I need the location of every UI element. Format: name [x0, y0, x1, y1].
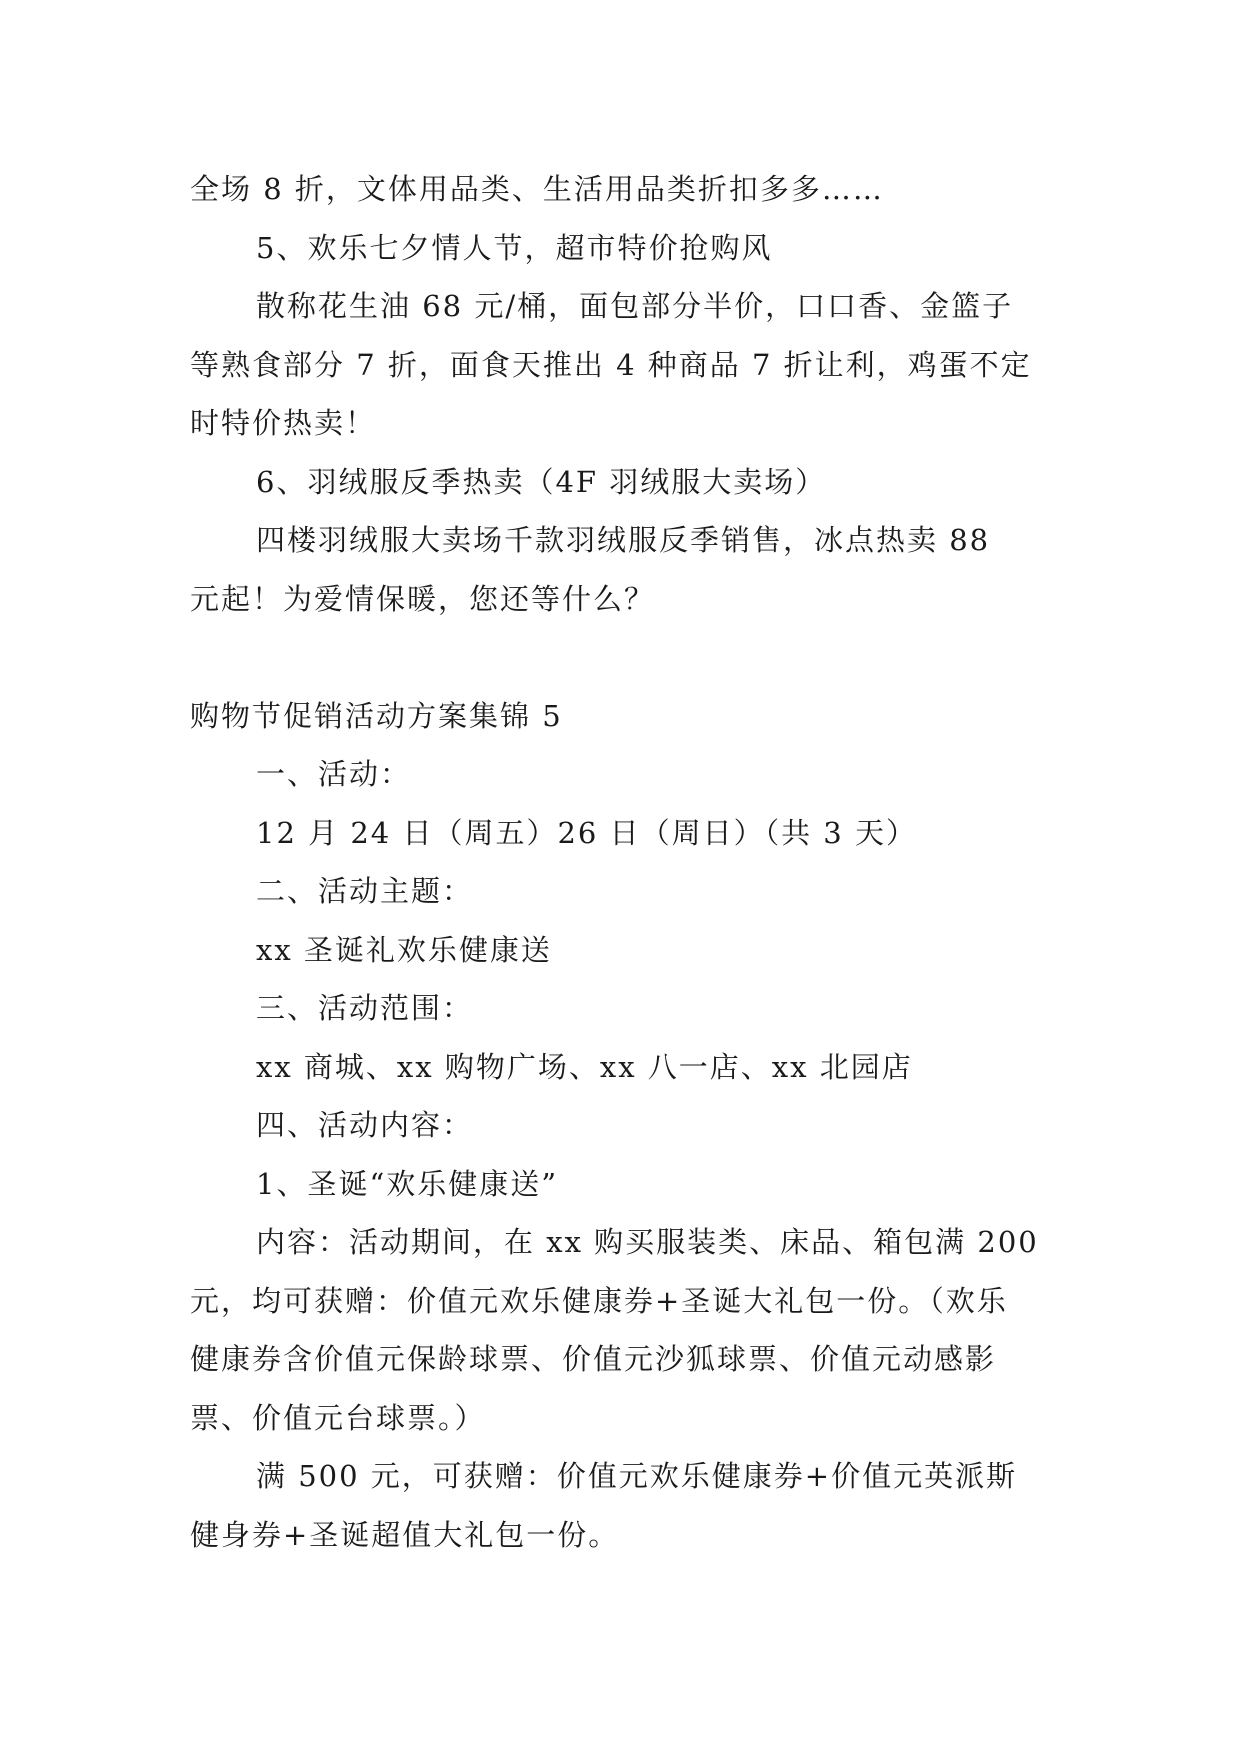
section-title: 购物节促销活动方案集锦 5 [190, 698, 563, 733]
activity-dates: 12 月 24 日（周五）26 日（周日）（共 3 天） [256, 815, 917, 850]
heading-theme: 二、活动主题： [256, 874, 474, 908]
paragraph-line: 健身券+圣诞超值大礼包一份。 [190, 1517, 620, 1552]
paragraph-line: 时特价热卖！ [190, 406, 377, 440]
content-item-1-heading: 1、圣诞“欢乐健康送” [256, 1166, 559, 1201]
scope-text: xx 商城、xx 购物广场、xx 八一店、xx 北园店 [256, 1049, 913, 1084]
paragraph-line: 全场 8 折，文体用品类、生活用品类折扣多多…… [190, 172, 884, 206]
item-6-heading: 6、羽绒服反季热卖（4F 羽绒服大卖场） [256, 464, 827, 499]
paragraph-line: 等熟食部分 7 折，面食天推出 4 种商品 7 折让利，鸡蛋不定 [190, 347, 1032, 382]
paragraph-line: 散称花生油 68 元/桶，面包部分半价，口口香、金篮子 [256, 289, 1014, 323]
paragraph-line: 内容：活动期间，在 xx 购买服装类、床品、箱包满 200 [256, 1225, 1039, 1259]
heading-activity: 一、活动： [256, 757, 412, 791]
heading-scope: 三、活动范围： [256, 991, 474, 1025]
paragraph-line: 健康券含价值元保龄球票、价值元沙狐球票、价值元动感影 [190, 1342, 997, 1376]
paragraph-line: 元，均可获赠：价值元欢乐健康券+圣诞大礼包一份。（欢乐 [190, 1283, 1008, 1318]
document-body [190, 160, 1052, 1564]
paragraph-line: 满 500 元，可获赠：价值元欢乐健康券+价值元英派斯 [256, 1459, 1018, 1493]
paragraph-line: 票、价值元台球票。） [190, 1400, 486, 1435]
item-5-heading: 5、欢乐七夕情人节，超市特价抢购风 [256, 230, 773, 265]
paragraph-line: 四楼羽绒服大卖场千款羽绒服反季销售，冰点热卖 88 [256, 523, 991, 557]
section-spacer [190, 628, 1052, 687]
theme-text: xx 圣诞礼欢乐健康送 [256, 932, 552, 967]
heading-content: 四、活动内容： [256, 1108, 474, 1142]
paragraph-line: 元起！为爱情保暖，您还等什么？ [190, 581, 656, 616]
